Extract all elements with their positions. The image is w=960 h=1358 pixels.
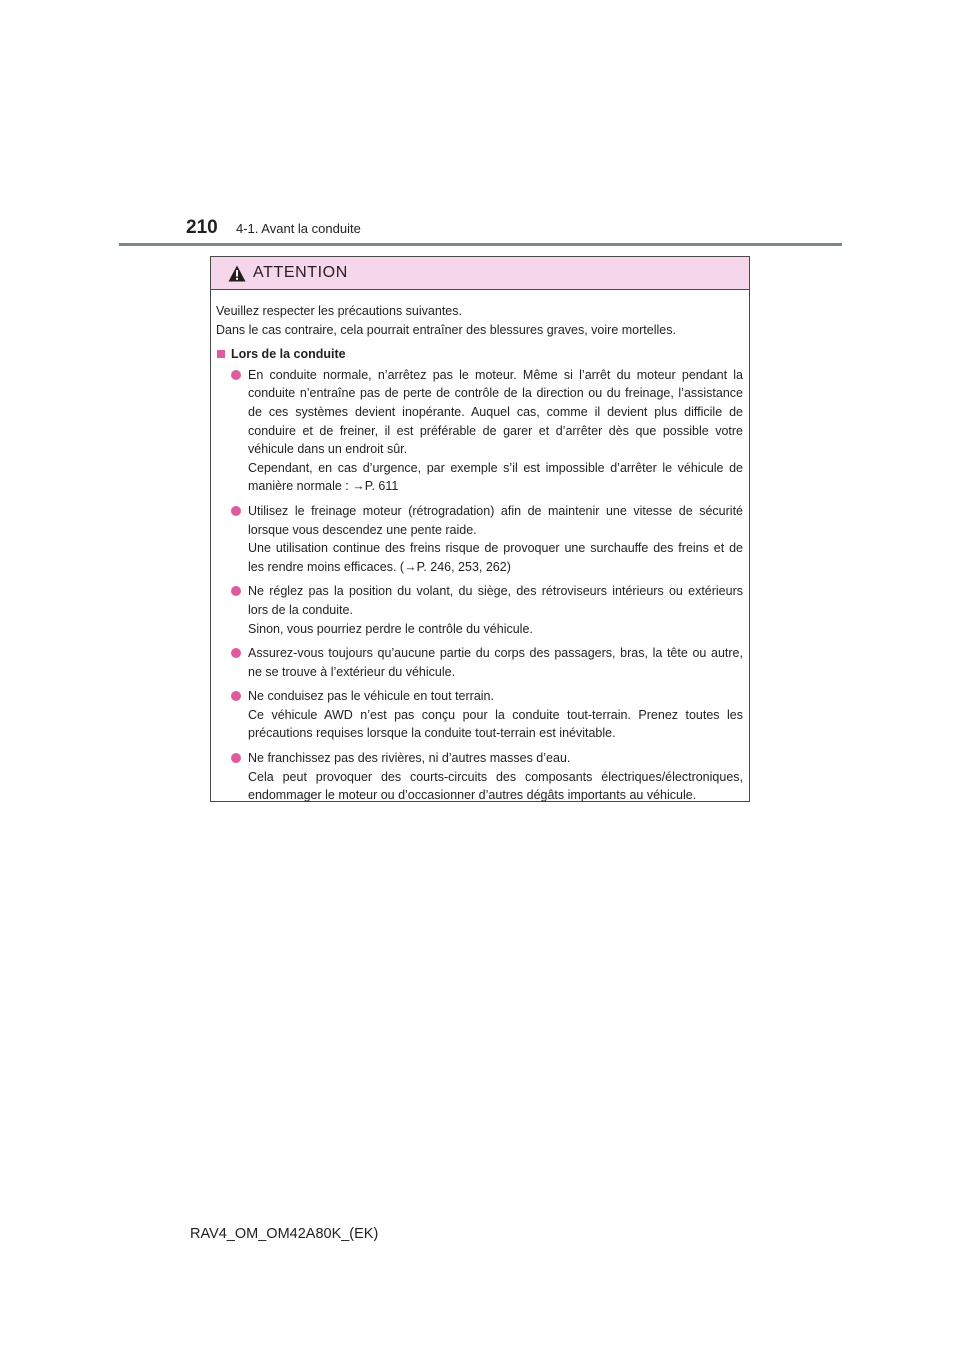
list-item — [216, 749, 743, 805]
header-divider — [119, 243, 842, 246]
section-title: 4-1. Avant la conduite — [236, 221, 361, 236]
item-paragraph: Ne franchissez pas des rivières, ni d’autres masses d’eau. — [248, 751, 571, 766]
item-paragraph: Cependant, en cas d’urgence, par exemple s’il est impossible d’arrêter le véhicule de manière normale : →P. 611 — [248, 460, 743, 494]
list-item — [216, 687, 743, 743]
document-code: RAV4_OM_OM42A80K_(EK) — [190, 1226, 379, 1242]
warning-triangle-icon — [228, 265, 246, 282]
item-paragraph: En conduite normale, n’arrêtez pas le moteur. Même si l’arrêt du moteur pendant la conduite n’entraîne pas de perte de contrôle de la direction ou du freinage, l’assistance de ces systèmes devient inopérante. Auquel cas, comme il devient plus difficile de conduire et de freiner, il est préférable de garer et d’arrêter dès que possible votre véhicule dans un endroit sûr. — [248, 367, 743, 457]
bullet-dot-icon — [231, 691, 241, 701]
warning-body — [211, 290, 749, 805]
intro-line: Dans le cas contraire, cela pourrait entraîner des blessures graves, voire mortelles. — [216, 322, 676, 337]
item-paragraph: Ce véhicule AWD n’est pas conçu pour la conduite tout-terrain. Prenez toutes les précautions requises lorsque la conduite tout-terrain est inévitable. — [248, 707, 743, 741]
item-paragraph: Ne réglez pas la position du volant, du siège, des rétroviseurs intérieurs ou extérieurs lors de la conduite. — [248, 584, 743, 617]
list-item — [216, 502, 743, 576]
item-paragraph: Assurez-vous toujours qu’aucune partie du corps des passagers, bras, la tête ou autre, ne se trouve à l’extérieur du véhicule. — [248, 646, 743, 679]
bullet-dot-icon — [231, 370, 241, 380]
bullet-dot-icon — [231, 648, 241, 658]
warning-title: ATTENTION — [253, 264, 348, 281]
bullet-dot-icon — [231, 586, 241, 596]
item-paragraph: Sinon, vous pourriez perdre le contrôle du véhicule. — [248, 621, 533, 636]
warning-box — [210, 256, 750, 802]
list-item — [216, 582, 743, 638]
bullet-dot-icon — [231, 753, 241, 763]
list-item — [216, 644, 743, 681]
intro-line: Veuillez respecter les précautions suivantes. — [216, 304, 462, 318]
item-paragraph: Utilisez le freinage moteur (rétrogradation) afin de maintenir une vitesse de sécurité lorsque vous descendez une pente raide. — [248, 503, 743, 537]
subsection-title: Lors de la conduite — [231, 347, 346, 362]
square-bullet-icon — [217, 350, 225, 358]
item-paragraph: Ne conduisez pas le véhicule en tout terrain. — [248, 689, 494, 704]
item-paragraph: Cela peut provoquer des courts-circuits des composants électriques/électroniques, endommager le moteur ou d’occasionner d’autres dégâts importants au véhicule. — [248, 769, 743, 803]
page-number: 210 — [186, 217, 218, 238]
item-paragraph: Une utilisation continue des freins risque de provoquer une surchauffe des freins et de les rendre moins efficaces. (→P. 246, 253, 262) — [248, 541, 743, 574]
bullet-dot-icon — [231, 506, 241, 516]
list-item — [216, 366, 743, 496]
warning-intro — [216, 302, 743, 339]
warning-header — [211, 257, 749, 290]
subsection-heading — [216, 345, 743, 364]
